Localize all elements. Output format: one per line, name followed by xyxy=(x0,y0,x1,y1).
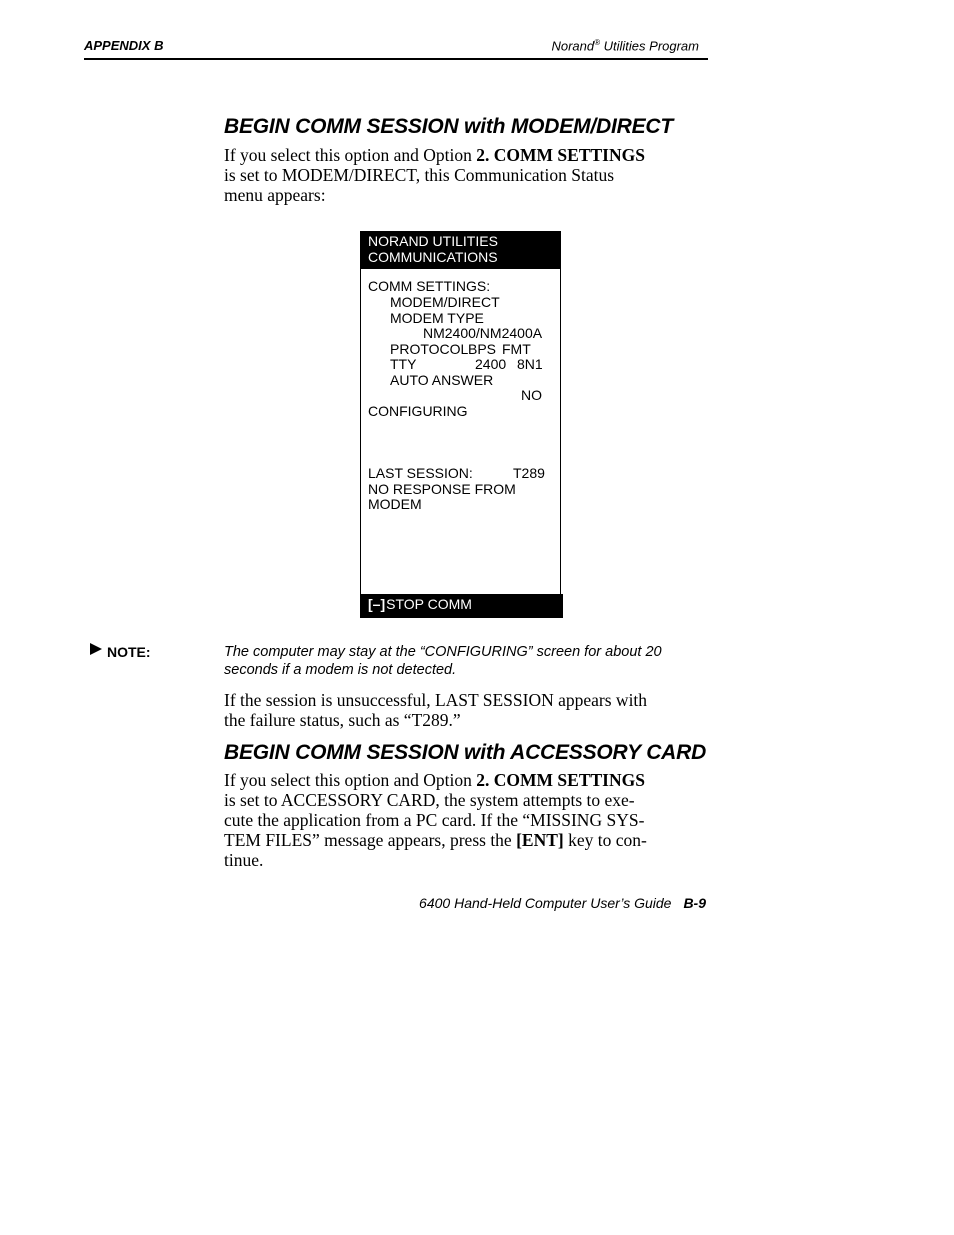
running-header-section: APPENDIX B xyxy=(84,38,164,53)
modem-model-value: NM2400/NM2400A xyxy=(423,325,543,341)
communication-status-screen xyxy=(360,231,561,617)
screen-title-bar xyxy=(360,231,561,269)
bps-value: 2400 xyxy=(475,356,507,372)
paragraph-line: the failure status, such as “T289.” xyxy=(224,710,461,730)
modem-direct-value: MODEM/DIRECT xyxy=(390,294,500,310)
brand-name: Norand xyxy=(551,38,595,54)
paragraph-line: is set to MODEM/DIRECT, this Communication Status xyxy=(224,165,615,185)
section-heading-accessory-card: BEGIN COMM SESSION with ACCESSORY CARD xyxy=(224,741,707,764)
paragraph-line: TEM FILES” message appears, press the [ENT] key to con- xyxy=(224,830,647,850)
comm-settings-label: COMM SETTINGS: xyxy=(368,278,491,294)
bps-header: BPS xyxy=(468,341,497,357)
status-text: CONFIGURING xyxy=(368,403,468,419)
section-1-paragraph xyxy=(224,145,714,205)
last-session-label: LAST SESSION: xyxy=(368,465,473,481)
protocol-header: PROTOCOL xyxy=(390,341,469,357)
error-message-line: NO RESPONSE FROM xyxy=(368,481,516,497)
screen-title-line: NORAND UTILITIES xyxy=(368,233,498,249)
running-header-title xyxy=(551,38,699,53)
screen-title-line: COMMUNICATIONS xyxy=(368,249,498,265)
paragraph-line: If you select this option and Option 2. COMM SETTINGS xyxy=(224,145,645,165)
minus-key-icon: [–] xyxy=(368,596,386,612)
note-line: seconds if a modem is not detected. xyxy=(224,662,457,678)
page-footer xyxy=(419,895,706,911)
section-heading-modem-direct: BEGIN COMM SESSION with MODEM/DIRECT xyxy=(224,115,673,138)
footer-title: 6400 Hand-Held Computer User’s Guide xyxy=(419,895,672,911)
auto-answer-value: NO xyxy=(521,387,542,403)
error-message-line: MODEM xyxy=(368,496,422,512)
last-session-value: T289 xyxy=(513,465,545,481)
paragraph-line: If the session is unsuccessful, LAST SESSION appears with xyxy=(224,690,648,710)
registered-mark: ® xyxy=(594,38,601,47)
paragraph-line: menu appears: xyxy=(224,185,326,205)
fmt-header: FMT xyxy=(502,341,531,357)
failure-status-paragraph xyxy=(224,690,714,730)
section-2-paragraph xyxy=(224,770,714,870)
running-header-rest: Utilities Program xyxy=(603,38,699,54)
stop-comm-softkey xyxy=(360,594,563,618)
fmt-value: 8N1 xyxy=(517,356,543,372)
paragraph-line: cute the application from a PC card. If the “MISSING SYS- xyxy=(224,810,645,830)
note-text xyxy=(224,643,714,679)
paragraph-line: tinue. xyxy=(224,850,264,870)
paragraph-line: is set to ACCESSORY CARD, the system attempts to exe- xyxy=(224,790,635,810)
header-rule xyxy=(84,58,708,60)
note-line: The computer may stay at the “CONFIGURING” screen for about 20 xyxy=(224,644,662,660)
paragraph-line: If you select this option and Option 2. COMM SETTINGS xyxy=(224,770,645,790)
stop-comm-label: STOP COMM xyxy=(386,596,472,612)
modem-type-label: MODEM TYPE xyxy=(390,310,484,326)
page-number: B-9 xyxy=(683,895,706,911)
note-arrow-icon xyxy=(90,643,102,655)
protocol-value: TTY xyxy=(390,356,417,372)
auto-answer-label: AUTO ANSWER xyxy=(390,372,494,388)
note-label: NOTE: xyxy=(107,644,151,660)
